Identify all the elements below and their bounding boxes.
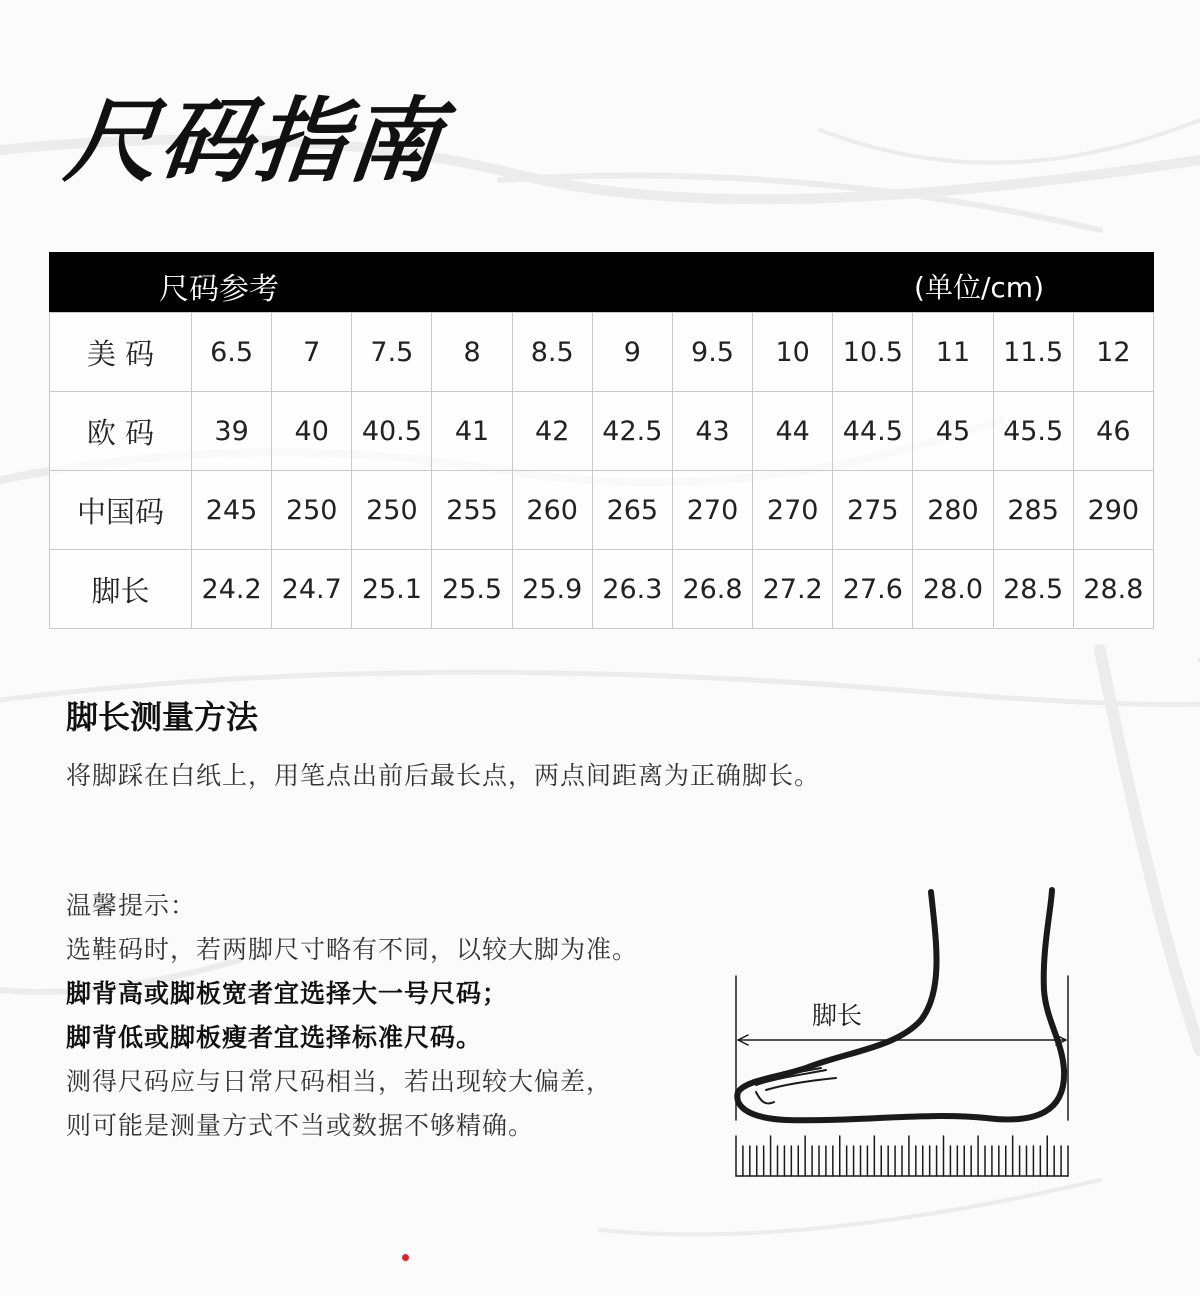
tips-line: 测得尺码应与日常尺码相当，若出现较大偏差， xyxy=(66,1067,613,1096)
table-cell: 26.3 xyxy=(592,550,672,629)
table-cell: 260 xyxy=(512,471,592,550)
table-cell: 27.2 xyxy=(753,550,833,629)
table-cell: 45 xyxy=(913,392,993,471)
measure-description: 将脚踩在白纸上，用笔点出前后最长点，两点间距离为正确脚长。 xyxy=(66,761,821,790)
table-cell: 44.5 xyxy=(833,392,913,471)
table-cell: 275 xyxy=(833,471,913,550)
table-cell: 42.5 xyxy=(592,392,672,471)
table-cell: 44 xyxy=(753,392,833,471)
table-row-cn xyxy=(50,471,1154,550)
table-cell: 10 xyxy=(753,313,833,392)
table-cell: 11 xyxy=(913,313,993,392)
tips-title: 温馨提示： xyxy=(66,891,197,920)
table-cell: 265 xyxy=(592,471,672,550)
table-cell: 27.6 xyxy=(833,550,913,629)
decorative-dot xyxy=(402,1254,409,1261)
ruler-ticks xyxy=(736,1136,1068,1176)
table-cell: 24.2 xyxy=(192,550,272,629)
foot-length-label: 脚长 xyxy=(812,1001,863,1030)
table-cell: 250 xyxy=(352,471,432,550)
tips-block xyxy=(66,884,706,1148)
table-cell: 8.5 xyxy=(512,313,592,392)
table-cell: 270 xyxy=(672,471,752,550)
tips-line-bold: 脚背低或脚板瘦者宜选择标准尺码。 xyxy=(66,1023,483,1052)
table-cell: 12 xyxy=(1073,313,1153,392)
table-cell: 25.1 xyxy=(352,550,432,629)
table-cell: 280 xyxy=(913,471,993,550)
table-row-eu xyxy=(50,392,1154,471)
size-table-header xyxy=(49,252,1154,312)
table-cell: 7 xyxy=(272,313,352,392)
table-cell: 270 xyxy=(753,471,833,550)
table-cell: 40 xyxy=(272,392,352,471)
table-cell: 39 xyxy=(192,392,272,471)
table-cell: 250 xyxy=(272,471,352,550)
table-cell: 46 xyxy=(1073,392,1153,471)
size-table xyxy=(49,312,1154,629)
table-row-foot-length xyxy=(50,550,1154,629)
table-cell: 42 xyxy=(512,392,592,471)
table-cell: 245 xyxy=(192,471,272,550)
table-cell: 10.5 xyxy=(833,313,913,392)
table-cell: 11.5 xyxy=(993,313,1073,392)
table-cell: 40.5 xyxy=(352,392,432,471)
table-cell: 255 xyxy=(432,471,512,550)
table-cell: 43 xyxy=(672,392,752,471)
row-label: 美 码 xyxy=(50,313,192,392)
table-cell: 25.9 xyxy=(512,550,592,629)
table-row-us xyxy=(50,313,1154,392)
table-cell: 45.5 xyxy=(993,392,1073,471)
table-cell: 9 xyxy=(592,313,672,392)
table-cell: 28.5 xyxy=(993,550,1073,629)
row-label: 脚长 xyxy=(50,550,192,629)
row-label: 欧 码 xyxy=(50,392,192,471)
measure-heading: 脚长测量方法 xyxy=(66,698,259,736)
toenail xyxy=(756,1092,774,1104)
table-cell: 24.7 xyxy=(272,550,352,629)
table-cell: 25.5 xyxy=(432,550,512,629)
table-cell: 28.8 xyxy=(1073,550,1153,629)
page-title: 尺码指南 xyxy=(60,88,448,195)
table-cell: 26.8 xyxy=(672,550,752,629)
table-cell: 285 xyxy=(993,471,1073,550)
size-table-unit: (单位/cm) xyxy=(914,271,1044,304)
foot-measure-diagram xyxy=(726,880,1076,1180)
tips-line: 选鞋码时，若两脚尺寸略有不同，以较大脚为准。 xyxy=(66,935,639,964)
row-label: 中国码 xyxy=(50,471,192,550)
table-cell: 6.5 xyxy=(192,313,272,392)
table-cell: 9.5 xyxy=(672,313,752,392)
tips-line: 则可能是测量方式不当或数据不够精确。 xyxy=(66,1111,535,1140)
tips-line-bold: 脚背高或脚板宽者宜选择大一号尺码； xyxy=(66,979,509,1008)
table-cell: 28.0 xyxy=(913,550,993,629)
table-cell: 41 xyxy=(432,392,512,471)
size-table-title: 尺码参考 xyxy=(159,272,279,307)
table-cell: 8 xyxy=(432,313,512,392)
table-cell: 290 xyxy=(1073,471,1153,550)
table-cell: 7.5 xyxy=(352,313,432,392)
